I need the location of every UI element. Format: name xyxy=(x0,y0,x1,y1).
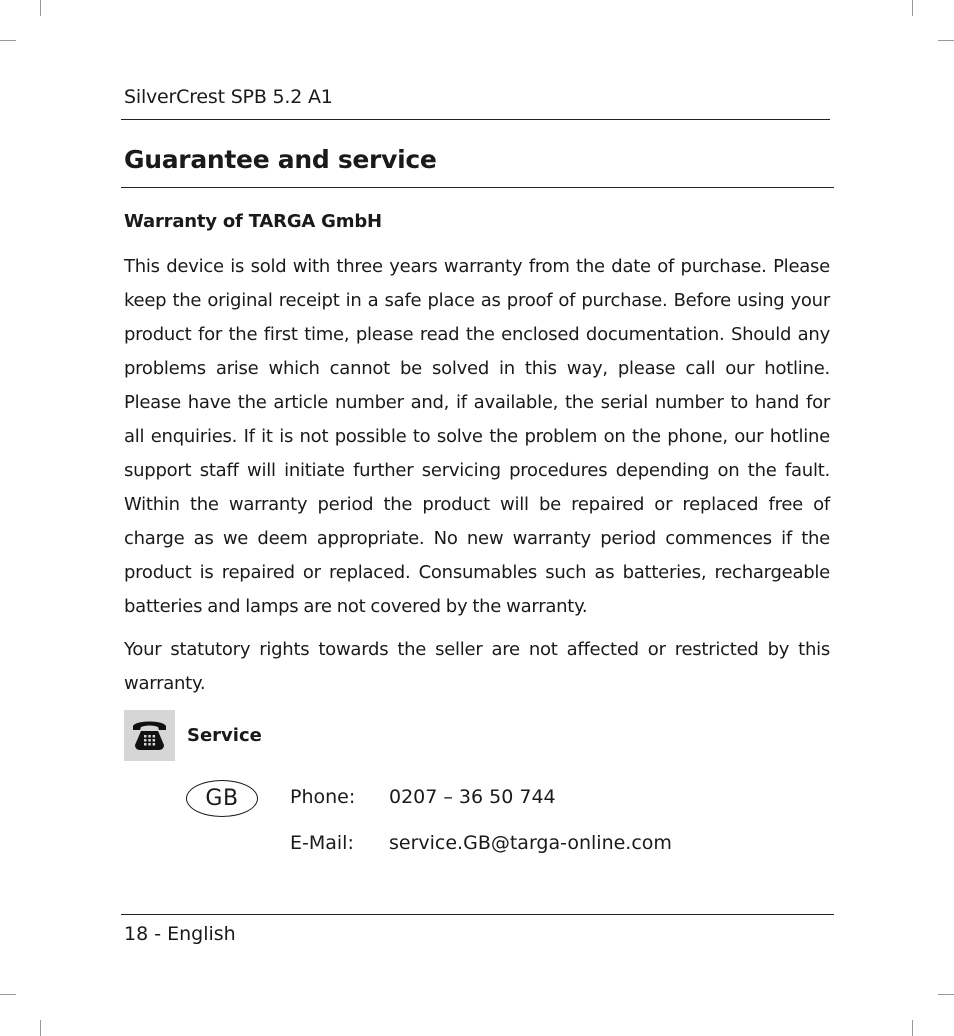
crop-mark xyxy=(912,0,913,16)
crop-mark xyxy=(40,1020,41,1036)
warranty-paragraph: This device is sold with three years warranty from the date of purchase. Please keep the original receipt in a safe place as proof of purchase. Before using your product for the first time, please read the enclosed documentation. Should any problems arise which cannot be solved in this way, please call our hotline. Please have the article number and, if available, the serial number to hand for all enquiries. If it is not possible to solve the problem on the phone, our hotline support staff will initiate further servicing procedures depending on the fault. Within the warranty period the product will be repaired or replaced free of charge as we deem appropriate. No new warranty period commences if the product is repaired or replaced. Consumables such as batteries, rechargeable batteries and lamps are not covered by the warranty. xyxy=(124,256,830,617)
statutory-rights-paragraph: Your statutory rights towards the seller are not affected or restricted by this warranty. xyxy=(124,639,830,694)
crop-mark xyxy=(938,40,954,41)
email-label: E-Mail: xyxy=(290,832,354,854)
phone-number: 0207 – 36 50 744 xyxy=(389,786,556,808)
service-heading: Service xyxy=(187,725,262,746)
running-header: SilverCrest SPB 5.2 A1 xyxy=(124,86,333,108)
footer-rule xyxy=(121,914,834,915)
crop-mark xyxy=(938,994,954,995)
page-number: 18 - English xyxy=(124,923,236,945)
header-rule xyxy=(121,119,830,120)
phone-label: Phone: xyxy=(290,786,356,808)
crop-mark xyxy=(40,0,41,16)
crop-mark xyxy=(912,1020,913,1036)
warranty-heading: Warranty of TARGA GmbH xyxy=(124,211,382,232)
email-address: service.GB@targa-online.com xyxy=(389,832,672,854)
page-title: Guarantee and service xyxy=(124,145,437,174)
country-code-badge: GB xyxy=(186,780,258,817)
crop-mark xyxy=(0,994,16,995)
telephone-icon xyxy=(124,710,175,761)
title-rule xyxy=(121,187,834,188)
crop-mark xyxy=(0,40,16,41)
